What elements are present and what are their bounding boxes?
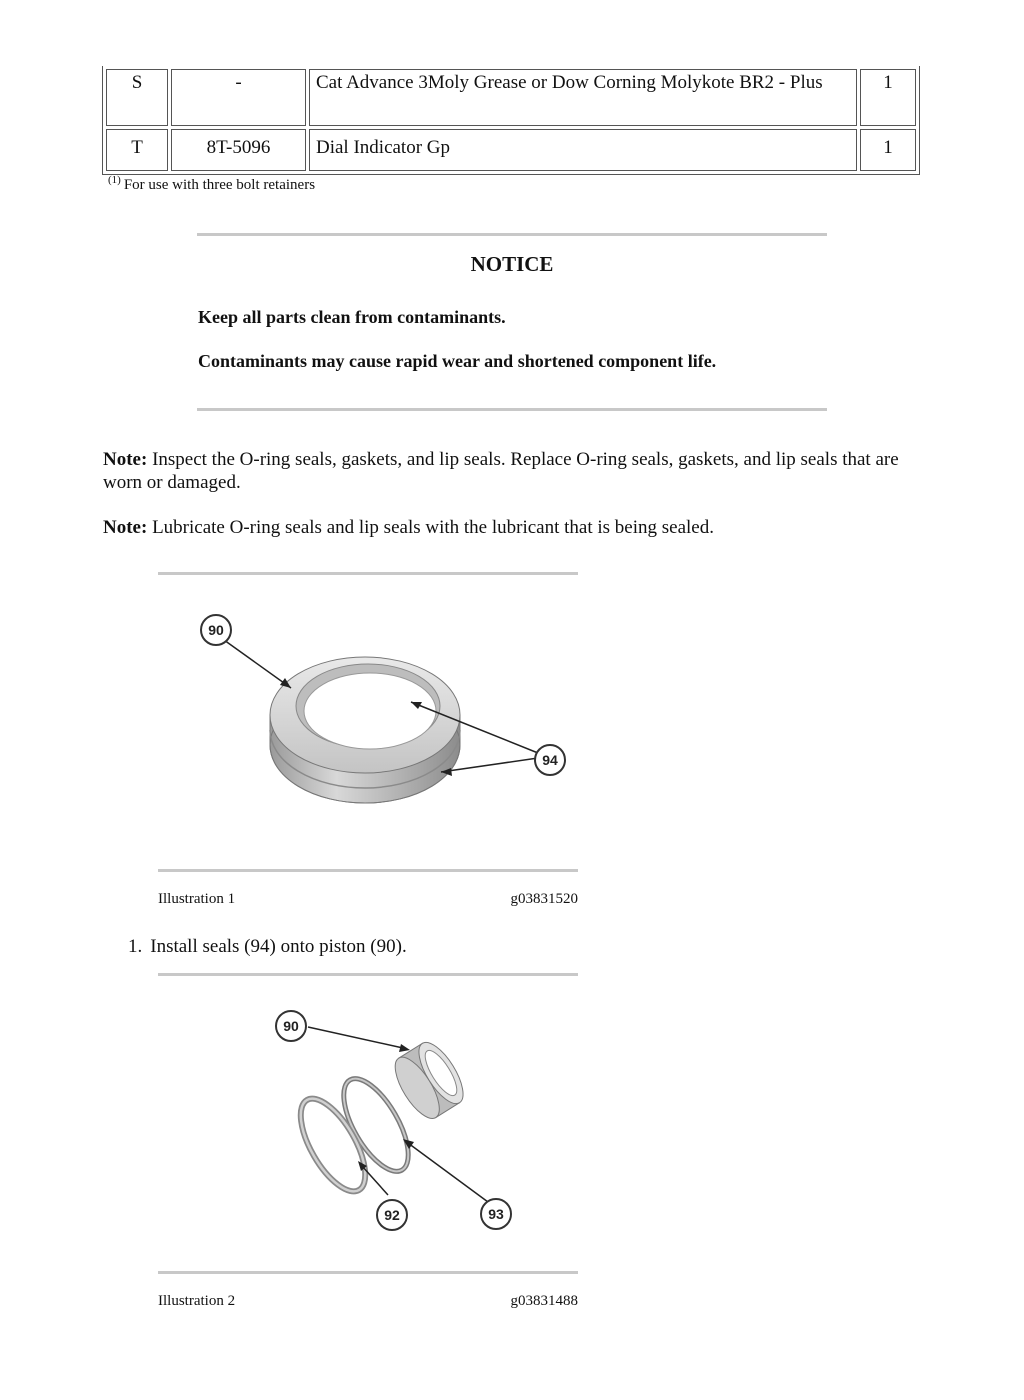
table-footnote [108, 174, 315, 194]
parts-table [102, 66, 920, 175]
part-number: 8T-5096 [171, 129, 306, 171]
figure1-caption: Illustration 1 [158, 891, 236, 907]
table-row [106, 69, 916, 126]
callout-label: 90 [283, 1018, 299, 1034]
figure2-top-divider [158, 973, 578, 976]
piston-seal-illustration [158, 590, 578, 860]
note-text: Inspect the O-ring seals, gaskets, and lip seals. Replace O-ring seals, gaskets, and lip seals that are worn or damaged. [103, 449, 899, 493]
part-description: Dial Indicator Gp [309, 129, 857, 171]
callout-label: 94 [542, 752, 558, 768]
note-inspect-seals [103, 448, 923, 494]
note-text: Lubricate O-ring seals and lip seals with the lubricant that is being sealed. [152, 517, 714, 538]
callout-label: 92 [384, 1207, 400, 1223]
step-text: Install seals (94) onto piston (90). [150, 936, 407, 957]
callout-label: 93 [488, 1206, 504, 1222]
figure1-bottom-divider [158, 869, 578, 872]
callout-label: 90 [208, 622, 224, 638]
notice-line-1: Keep all parts clean from contaminants. [198, 307, 506, 327]
figure2-id: g03831488 [510, 1293, 578, 1309]
part-quantity: 1 [860, 69, 916, 126]
notice-top-divider [197, 233, 827, 236]
piston-icon [387, 1036, 472, 1125]
notice-title: NOTICE [470, 252, 554, 276]
part-number: - [171, 69, 306, 126]
tool-letter: S [106, 69, 168, 126]
figure1-id: g03831520 [510, 891, 578, 907]
figure2-caption: Illustration 2 [158, 1293, 236, 1309]
step-1 [128, 936, 407, 958]
callout-90-icon [276, 1011, 306, 1041]
table-row [106, 129, 916, 171]
step-number: 1. [128, 936, 143, 957]
callout-90-icon [201, 615, 231, 645]
callout-93-icon [481, 1199, 511, 1229]
callout-94-icon [535, 745, 565, 775]
part-quantity: 1 [860, 129, 916, 171]
callout-92-icon [377, 1200, 407, 1230]
notice-line-2: Contaminants may cause rapid wear and shortened component life. [198, 351, 717, 371]
tool-letter: T [106, 129, 168, 171]
footnote-text: For use with three bolt retainers [123, 177, 316, 193]
notice-bottom-divider [197, 408, 827, 411]
footnote-marker: (1) [108, 174, 121, 186]
figure2-bottom-divider [158, 1271, 578, 1274]
piston-icon [270, 657, 460, 803]
figure1-top-divider [158, 572, 578, 575]
note-lubricate-seals [103, 516, 923, 539]
note-label: Note: [103, 449, 148, 470]
exploded-seals-illustration [158, 995, 578, 1260]
part-description: Cat Advance 3Moly Grease or Dow Corning Molykote BR2 - Plus [309, 69, 857, 126]
note-label: Note: [103, 517, 148, 538]
